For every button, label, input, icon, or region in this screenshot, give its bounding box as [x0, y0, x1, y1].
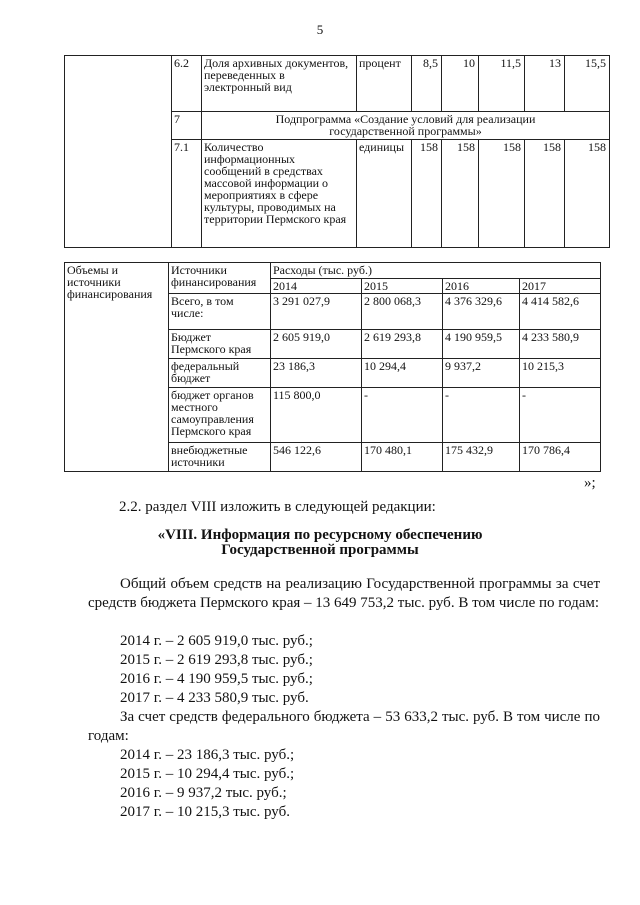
amount-cell: 4 233 580,9: [520, 330, 601, 359]
table-row: [65, 263, 601, 279]
sources-header: Источники финансирования: [169, 263, 271, 294]
expenses-header: Расходы (тыс. руб.): [271, 263, 601, 279]
paragraph-federal-budget: За счет средств федерального бюджета – 53 633,2 тыс. руб. В том числе по годам:: [88, 709, 600, 744]
amount-cell: 23 186,3: [271, 359, 362, 388]
amount-cell: 4 414 582,6: [520, 294, 601, 330]
source-name: Бюджет Пермского края: [169, 330, 271, 359]
amount-cell: 4 190 959,5: [443, 330, 520, 359]
amount-cell: 115 800,0: [271, 388, 362, 443]
value-cell: 158: [442, 140, 479, 248]
table-row: [65, 140, 610, 248]
list-item: 2016 г. – 9 937,2 тыс. руб.;: [120, 785, 287, 801]
source-name: бюджет органов местного самоуправления Пермского края: [169, 388, 271, 443]
amount-cell: 10 215,3: [520, 359, 601, 388]
amount-cell: 4 376 329,6: [443, 294, 520, 330]
paragraph-regional-budget: Общий объем средств на реализацию Государственной программы за счет средств бюджета Пермского края – 13 649 753,2 тыс. руб. В том числе по годам:: [88, 576, 600, 611]
amount-cell: 2 605 919,0: [271, 330, 362, 359]
unit-cell: единицы: [357, 140, 412, 248]
value-cell: 10: [442, 56, 479, 112]
amount-cell: -: [443, 388, 520, 443]
value-cell: 13: [525, 56, 565, 112]
value-cell: 15,5: [565, 56, 610, 112]
value-cell: 11,5: [479, 56, 525, 112]
amount-cell: 2 800 068,3: [362, 294, 443, 330]
closing-quote: »;: [584, 475, 596, 491]
list-item: 2015 г. – 10 294,4 тыс. руб.;: [120, 766, 295, 782]
value-cell: 8,5: [412, 56, 442, 112]
list-item: 2016 г. – 4 190 959,5 тыс. руб.;: [120, 671, 313, 687]
amount-cell: 2 619 293,8: [362, 330, 443, 359]
financing-table: [64, 262, 601, 472]
section-heading-line1: «VIII. Информация по ресурсному обеспечению: [157, 527, 483, 543]
unit-cell: процент: [357, 56, 412, 112]
section-heading-line2: Государственной программы: [221, 542, 419, 558]
amount-cell: 175 432,9: [443, 443, 520, 472]
table-row: [65, 112, 610, 140]
source-name: Всего, в том числе:: [169, 294, 271, 330]
value-cell: 158: [412, 140, 442, 248]
year-header: 2017: [520, 279, 601, 294]
amount-cell: 9 937,2: [443, 359, 520, 388]
list-item: 2015 г. – 2 619 293,8 тыс. руб.;: [120, 652, 313, 668]
amount-cell: 170 480,1: [362, 443, 443, 472]
indicators-table: [64, 55, 610, 248]
list-item: 2014 г. – 2 605 919,0 тыс. руб.;: [120, 633, 313, 649]
table-row: [65, 56, 610, 112]
list-item: 2014 г. – 23 186,3 тыс. руб.;: [120, 747, 295, 763]
amount-cell: 10 294,4: [362, 359, 443, 388]
section-instruction: 2.2. раздел VIII изложить в следующей редакции:: [119, 499, 436, 515]
list-item: 2017 г. – 10 215,3 тыс. руб.: [120, 804, 290, 820]
indicator-name: Количество информационных сообщений в средствах массовой информации о мероприятиях в сфере культуры, проводимых на территории Пермского края: [202, 140, 357, 248]
page-number: 5: [316, 22, 324, 37]
year-header: 2015: [362, 279, 443, 294]
row-number: 7.1: [172, 140, 202, 248]
year-header: 2016: [443, 279, 520, 294]
row-number: 7: [172, 112, 202, 140]
value-cell: 158: [525, 140, 565, 248]
value-cell: 158: [565, 140, 610, 248]
value-cell: 158: [479, 140, 525, 248]
row-number: 6.2: [172, 56, 202, 112]
amount-cell: 170 786,4: [520, 443, 601, 472]
amount-cell: 546 122,6: [271, 443, 362, 472]
year-header: 2014: [271, 279, 362, 294]
amount-cell: 3 291 027,9: [271, 294, 362, 330]
list-item: 2017 г. – 4 233 580,9 тыс. руб.: [120, 690, 309, 706]
financing-label: Объемы и источники финансирования: [65, 263, 169, 472]
amount-cell: -: [520, 388, 601, 443]
source-name: федеральный бюджет: [169, 359, 271, 388]
amount-cell: -: [362, 388, 443, 443]
source-name: внебюджетные источники: [169, 443, 271, 472]
indicator-name: Доля архивных документов, переведенных в электронный вид: [202, 56, 357, 112]
subprogram-title: Подпрограмма «Создание условий для реализации государственной программы»: [202, 112, 610, 140]
